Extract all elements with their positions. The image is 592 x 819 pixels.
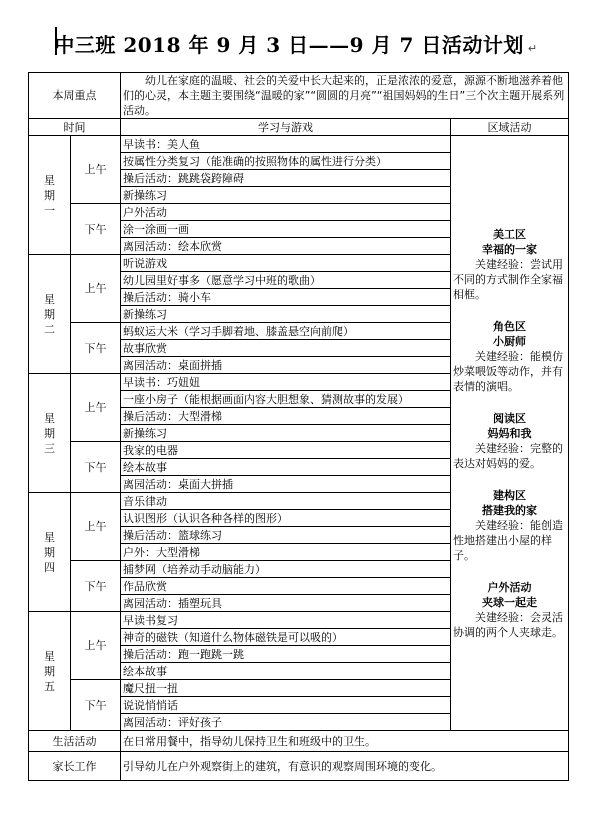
activity-item: 我家的电器 [121, 442, 451, 459]
area-name: 阅读区 [493, 411, 526, 425]
header-time: 时间 [29, 119, 121, 136]
period-label: 上午 [71, 612, 121, 680]
activity-item: 音乐律动 [121, 493, 451, 510]
area-name: 美工区 [493, 227, 526, 241]
activity-item: 早读书：美人鱼 [121, 136, 451, 153]
activity-item: 涂一涂画一画 [121, 221, 451, 238]
area-text: 关建经验：能模仿炒菜喂饭等动作，并有表情的演唱。 [453, 349, 563, 393]
focus-text [121, 73, 569, 119]
activity-item: 新操练习 [121, 187, 451, 204]
activity-item: 离园活动：评好孩子 [121, 714, 451, 731]
header-learning: 学习与游戏 [121, 119, 451, 136]
area-text: 关建经验：尝试用不同的方式制作全家福相框。 [453, 257, 563, 301]
parent-label: 家长工作 [29, 752, 121, 781]
activity-item: 作品欣赏 [121, 578, 451, 595]
activity-item: 绘本故事 [121, 663, 451, 680]
activity-item: 新操练习 [121, 425, 451, 442]
weekday-label: 星 期 二 [29, 255, 71, 374]
area-text: 关建经验：完整的表达对妈妈的爱。 [453, 441, 563, 470]
area-name: 户外活动 [487, 580, 532, 594]
activity-item: 早读书：巧妞妞 [121, 374, 451, 391]
life-row [29, 731, 569, 752]
weekday-label: 星 期 五 [29, 612, 71, 731]
activity-item: 离园活动：桌面大拼插 [121, 476, 451, 493]
activity-row [29, 136, 569, 153]
period-label: 上午 [71, 136, 121, 204]
period-label: 下午 [71, 442, 121, 493]
activity-item: 神奇的磁铁（知道什么物体磁铁是可以吸的） [121, 629, 451, 646]
plan-table-footer [29, 731, 569, 781]
activity-item: 离园活动：绘本欣赏 [121, 238, 451, 255]
area-spacer [453, 471, 566, 488]
weekday-label: 星 期 四 [29, 493, 71, 612]
activity-item: 离园活动：插塑玩具 [121, 595, 451, 612]
period-label: 上午 [71, 493, 121, 561]
area-topic: 小厨师 [493, 334, 526, 348]
header-row [29, 119, 569, 136]
area-topic: 夹球一起走 [482, 595, 537, 609]
activity-item: 说说悄悄话 [121, 697, 451, 714]
period-label: 下午 [71, 204, 121, 255]
activity-item: 早读书复习 [121, 612, 451, 629]
area-name: 建构区 [493, 488, 526, 502]
period-label: 下午 [71, 680, 121, 731]
period-label: 上午 [71, 255, 121, 323]
activity-item: 离园活动：桌面拼插 [121, 357, 451, 374]
weekday-label: 星 期 三 [29, 374, 71, 493]
activity-item: 操后活动：大型滑梯 [121, 408, 451, 425]
area-spacer [453, 563, 566, 580]
area-topic: 搭建我的家 [482, 503, 537, 517]
activity-plan-table [28, 72, 569, 781]
activity-item: 绘本故事 [121, 459, 451, 476]
document-title [0, 29, 592, 58]
focus-label: 本周重点 [29, 73, 121, 119]
activity-item: 捕梦网（培养动手动脑能力） [121, 561, 451, 578]
activity-item: 按属性分类复习（能准确的按照物体的属性进行分类） [121, 153, 451, 170]
title-text: 中三班 2018 年 9 月 3 日——9 月 7 日活动计划 [54, 33, 524, 57]
activity-item: 操后活动：骑小车 [121, 289, 451, 306]
parent-text: 引导幼儿在户外观察街上的建筑，有意识的观察周围环境的变化。 [121, 752, 569, 781]
area-text: 关建经验：能创造性地搭建出小屋的样子。 [453, 518, 563, 562]
header-area: 区域活动 [451, 119, 569, 136]
paragraph-mark-icon: ↵ [523, 42, 538, 55]
activity-item: 户外：大型滑梯 [121, 544, 451, 561]
area-text: 关建经验：会灵活协调的两个人夹球走。 [453, 610, 563, 639]
activity-item: 操后活动：跑一跑跳一跳 [121, 646, 451, 663]
activity-item: 认识图形（认识各种各样的图形） [121, 510, 451, 527]
activity-item: 新操练习 [121, 306, 451, 323]
area-topic: 幸福的一家 [482, 242, 537, 256]
area-name: 角色区 [493, 319, 526, 333]
period-label: 下午 [71, 323, 121, 374]
activity-item: 故事欣赏 [121, 340, 451, 357]
focus-text-content: 幼儿在家庭的温暖、社会的关爱中长大起来的，正是浓浓的爱意，源源不断地滋养着他们的心灵，本主题主要围绕“温暖的家”“圆圆的月亮”“祖国妈妈的生日”三个次主题开展系列活动。 [123, 74, 565, 117]
parent-row [29, 752, 569, 781]
focus-row [29, 73, 569, 119]
activity-item: 幼儿园里好事多（愿意学习中班的歌曲） [121, 272, 451, 289]
life-label: 生活活动 [29, 731, 121, 752]
activity-item: 魔尺扭一扭 [121, 680, 451, 697]
life-text: 在日常用餐中，指导幼儿保持卫生和班级中的卫生。 [121, 731, 569, 752]
activity-item: 户外活动 [121, 204, 451, 221]
plan-table-body [29, 73, 569, 731]
activity-item: 蚂蚁运大米（学习手脚着地、膝盖悬空向前爬） [121, 323, 451, 340]
area-spacer [453, 302, 566, 319]
weekday-label: 星 期 一 [29, 136, 71, 255]
area-topic: 妈妈和我 [487, 426, 532, 440]
activity-item: 操后活动：跳跳袋跨障碍 [121, 170, 451, 187]
period-label: 上午 [71, 374, 121, 442]
area-spacer [453, 394, 566, 411]
activity-item: 操后活动：篮球练习 [121, 527, 451, 544]
activity-item: 一座小房子（能根据画面内容大胆想象、猜测故事的发展） [121, 391, 451, 408]
activity-item: 听说游戏 [121, 255, 451, 272]
area-activities [451, 136, 569, 731]
period-label: 下午 [71, 561, 121, 612]
